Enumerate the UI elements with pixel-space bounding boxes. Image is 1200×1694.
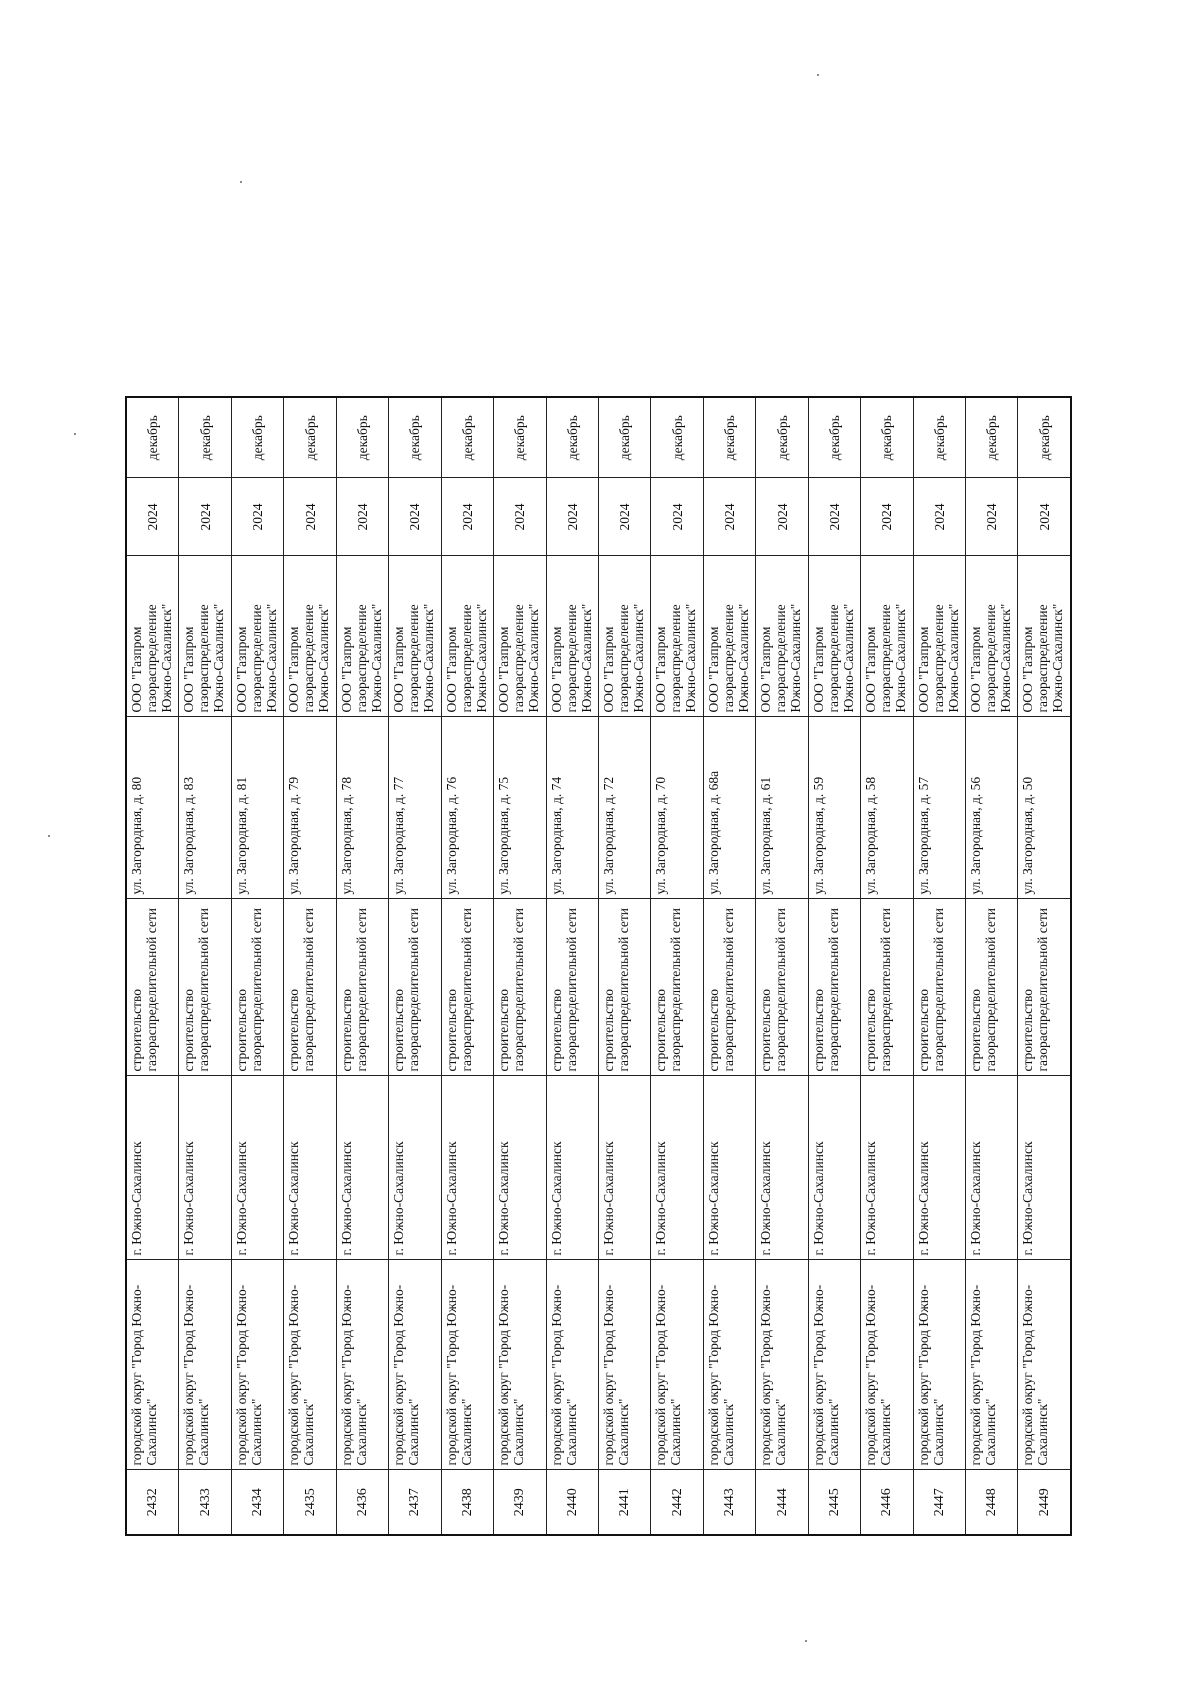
municipality-cell: городской округ "Город Южно-Сахалинск" — [703, 1260, 755, 1470]
work-type-cell: строительство газораспределительной сети — [913, 899, 965, 1076]
row-number: 2448 — [966, 1470, 1018, 1535]
table-body — [126, 397, 1071, 1535]
month-cell: декабрь — [651, 397, 703, 478]
month-cell: декабрь — [389, 397, 441, 478]
month-cell: декабрь — [179, 397, 231, 478]
scan-speck — [48, 835, 50, 837]
organization-cell: ООО "Газпром газораспределение Южно-Сахалинск" — [231, 556, 283, 717]
address-cell: ул. Загородная, д. 72 — [598, 717, 650, 899]
month-cell: декабрь — [703, 397, 755, 478]
year-cell: 2024 — [441, 478, 493, 556]
year-cell: 2024 — [1018, 478, 1071, 556]
address-cell: ул. Загородная, д. 81 — [231, 717, 283, 899]
address-cell: ул. Загородная, д. 59 — [808, 717, 860, 899]
address-cell: ул. Загородная, д. 68а — [703, 717, 755, 899]
address-cell: ул. Загородная, д. 80 — [126, 717, 179, 899]
row-number: 2445 — [808, 1470, 860, 1535]
locality-cell: г. Южно-Сахалинск — [336, 1076, 388, 1260]
organization-cell: ООО "Газпром газораспределение Южно-Сахалинск" — [913, 556, 965, 717]
municipality-cell: городской округ "Город Южно-Сахалинск" — [598, 1260, 650, 1470]
month-cell: декабрь — [861, 397, 913, 478]
locality-cell: г. Южно-Сахалинск — [861, 1076, 913, 1260]
locality-cell: г. Южно-Сахалинск — [284, 1076, 336, 1260]
month-cell: декабрь — [284, 397, 336, 478]
municipality-cell: городской округ "Город Южно-Сахалинск" — [231, 1260, 283, 1470]
work-type-cell: строительство газораспределительной сети — [389, 899, 441, 1076]
work-type-cell: строительство газораспределительной сети — [966, 899, 1018, 1076]
locality-cell: г. Южно-Сахалинск — [546, 1076, 598, 1260]
document-table-rotated — [125, 398, 1072, 1536]
organization-cell: ООО "Газпром газораспределение Южно-Сахалинск" — [389, 556, 441, 717]
row-number: 2438 — [441, 1470, 493, 1535]
table-row — [231, 397, 283, 1535]
municipality-cell: городской округ "Город Южно-Сахалинск" — [966, 1260, 1018, 1470]
table-row — [389, 397, 441, 1535]
table-row — [494, 397, 546, 1535]
row-number: 2441 — [598, 1470, 650, 1535]
year-cell: 2024 — [808, 478, 860, 556]
municipality-cell: городской округ "Город Южно-Сахалинск" — [651, 1260, 703, 1470]
address-cell: ул. Загородная, д. 57 — [913, 717, 965, 899]
year-cell: 2024 — [756, 478, 808, 556]
municipality-cell: городской округ "Город Южно-Сахалинск" — [1018, 1260, 1071, 1470]
work-type-cell: строительство газораспределительной сети — [126, 899, 179, 1076]
month-cell: декабрь — [598, 397, 650, 478]
organization-cell: ООО "Газпром газораспределение Южно-Сахалинск" — [756, 556, 808, 717]
year-cell: 2024 — [966, 478, 1018, 556]
row-number: 2432 — [126, 1470, 179, 1535]
year-cell: 2024 — [546, 478, 598, 556]
row-number: 2449 — [1018, 1470, 1071, 1535]
address-cell: ул. Загородная, д. 76 — [441, 717, 493, 899]
month-cell: декабрь — [231, 397, 283, 478]
table-row — [1018, 397, 1071, 1535]
work-type-cell: строительство газораспределительной сети — [808, 899, 860, 1076]
table-row — [651, 397, 703, 1535]
municipality-cell: городской округ "Город Южно-Сахалинск" — [126, 1260, 179, 1470]
year-cell: 2024 — [861, 478, 913, 556]
month-cell: декабрь — [1018, 397, 1071, 478]
table-row — [179, 397, 231, 1535]
row-number: 2433 — [179, 1470, 231, 1535]
table-row — [441, 397, 493, 1535]
organization-cell: ООО "Газпром газораспределение Южно-Сахалинск" — [966, 556, 1018, 717]
table-row — [861, 397, 913, 1535]
row-number: 2436 — [336, 1470, 388, 1535]
locality-cell: г. Южно-Сахалинск — [651, 1076, 703, 1260]
row-number: 2443 — [703, 1470, 755, 1535]
row-number: 2442 — [651, 1470, 703, 1535]
year-cell: 2024 — [389, 478, 441, 556]
municipality-cell: городской округ "Город Южно-Сахалинск" — [913, 1260, 965, 1470]
organization-cell: ООО "Газпром газораспределение Южно-Сахалинск" — [651, 556, 703, 717]
locality-cell: г. Южно-Сахалинск — [598, 1076, 650, 1260]
table-row — [546, 397, 598, 1535]
year-cell: 2024 — [703, 478, 755, 556]
year-cell: 2024 — [913, 478, 965, 556]
organization-cell: ООО "Газпром газораспределение Южно-Сахалинск" — [703, 556, 755, 717]
work-type-cell: строительство газораспределительной сети — [651, 899, 703, 1076]
table-row — [126, 397, 179, 1535]
municipality-cell: городской округ "Город Южно-Сахалинск" — [441, 1260, 493, 1470]
organization-cell: ООО "Газпром газораспределение Южно-Сахалинск" — [808, 556, 860, 717]
locality-cell: г. Южно-Сахалинск — [441, 1076, 493, 1260]
address-cell: ул. Загородная, д. 56 — [966, 717, 1018, 899]
month-cell: декабрь — [441, 397, 493, 478]
scan-speck — [74, 433, 76, 435]
locality-cell: г. Южно-Сахалинск — [389, 1076, 441, 1260]
municipality-cell: городской округ "Город Южно-Сахалинск" — [284, 1260, 336, 1470]
locality-cell: г. Южно-Сахалинск — [756, 1076, 808, 1260]
municipality-cell: городской округ "Город Южно-Сахалинск" — [389, 1260, 441, 1470]
table-row — [284, 397, 336, 1535]
locality-cell: г. Южно-Сахалинск — [808, 1076, 860, 1260]
row-number: 2446 — [861, 1470, 913, 1535]
address-cell: ул. Загородная, д. 58 — [861, 717, 913, 899]
scan-speck — [240, 181, 242, 183]
work-type-cell: строительство газораспределительной сети — [598, 899, 650, 1076]
row-number: 2439 — [494, 1470, 546, 1535]
row-number: 2437 — [389, 1470, 441, 1535]
organization-cell: ООО "Газпром газораспределение Южно-Сахалинск" — [179, 556, 231, 717]
month-cell: декабрь — [126, 397, 179, 478]
work-type-cell: строительство газораспределительной сети — [861, 899, 913, 1076]
organization-cell: ООО "Газпром газораспределение Южно-Сахалинск" — [284, 556, 336, 717]
work-type-cell: строительство газораспределительной сети — [336, 899, 388, 1076]
address-cell: ул. Загородная, д. 79 — [284, 717, 336, 899]
municipality-cell: городской округ "Город Южно-Сахалинск" — [861, 1260, 913, 1470]
table-row — [336, 397, 388, 1535]
work-type-cell: строительство газораспределительной сети — [179, 899, 231, 1076]
address-cell: ул. Загородная, д. 61 — [756, 717, 808, 899]
year-cell: 2024 — [494, 478, 546, 556]
municipality-cell: городской округ "Город Южно-Сахалинск" — [179, 1260, 231, 1470]
work-type-cell: строительство газораспределительной сети — [703, 899, 755, 1076]
organization-cell: ООО "Газпром газораспределение Южно-Сахалинск" — [126, 556, 179, 717]
organization-cell: ООО "Газпром газораспределение Южно-Сахалинск" — [861, 556, 913, 717]
locality-cell: г. Южно-Сахалинск — [1018, 1076, 1071, 1260]
organization-cell: ООО "Газпром газораспределение Южно-Сахалинск" — [546, 556, 598, 717]
work-type-cell: строительство газораспределительной сети — [284, 899, 336, 1076]
year-cell: 2024 — [126, 478, 179, 556]
address-cell: ул. Загородная, д. 83 — [179, 717, 231, 899]
organization-cell: ООО "Газпром газораспределение Южно-Сахалинск" — [494, 556, 546, 717]
gas-network-table — [125, 396, 1072, 1536]
address-cell: ул. Загородная, д. 77 — [389, 717, 441, 899]
row-number: 2435 — [284, 1470, 336, 1535]
table-row — [966, 397, 1018, 1535]
table-row — [913, 397, 965, 1535]
locality-cell: г. Южно-Сахалинск — [966, 1076, 1018, 1260]
address-cell: ул. Загородная, д. 74 — [546, 717, 598, 899]
work-type-cell: строительство газораспределительной сети — [546, 899, 598, 1076]
locality-cell: г. Южно-Сахалинск — [703, 1076, 755, 1260]
work-type-cell: строительство газораспределительной сети — [494, 899, 546, 1076]
month-cell: декабрь — [756, 397, 808, 478]
locality-cell: г. Южно-Сахалинск — [231, 1076, 283, 1260]
municipality-cell: городской округ "Город Южно-Сахалинск" — [494, 1260, 546, 1470]
year-cell: 2024 — [179, 478, 231, 556]
year-cell: 2024 — [651, 478, 703, 556]
month-cell: декабрь — [494, 397, 546, 478]
municipality-cell: городской округ "Город Южно-Сахалинск" — [336, 1260, 388, 1470]
month-cell: декабрь — [808, 397, 860, 478]
year-cell: 2024 — [231, 478, 283, 556]
month-cell: декабрь — [336, 397, 388, 478]
address-cell: ул. Загородная, д. 78 — [336, 717, 388, 899]
month-cell: декабрь — [966, 397, 1018, 478]
row-number: 2434 — [231, 1470, 283, 1535]
address-cell: ул. Загородная, д. 75 — [494, 717, 546, 899]
address-cell: ул. Загородная, д. 70 — [651, 717, 703, 899]
work-type-cell: строительство газораспределительной сети — [756, 899, 808, 1076]
table-row — [703, 397, 755, 1535]
year-cell: 2024 — [598, 478, 650, 556]
municipality-cell: городской округ "Город Южно-Сахалинск" — [808, 1260, 860, 1470]
municipality-cell: городской округ "Город Южно-Сахалинск" — [546, 1260, 598, 1470]
organization-cell: ООО "Газпром газораспределение Южно-Сахалинск" — [336, 556, 388, 717]
locality-cell: г. Южно-Сахалинск — [126, 1076, 179, 1260]
scan-speck — [817, 74, 819, 76]
table-row — [808, 397, 860, 1535]
address-cell: ул. Загородная, д. 50 — [1018, 717, 1071, 899]
row-number: 2447 — [913, 1470, 965, 1535]
locality-cell: г. Южно-Сахалинск — [494, 1076, 546, 1260]
row-number: 2440 — [546, 1470, 598, 1535]
work-type-cell: строительство газораспределительной сети — [1018, 899, 1071, 1076]
row-number: 2444 — [756, 1470, 808, 1535]
table-row — [598, 397, 650, 1535]
month-cell: декабрь — [546, 397, 598, 478]
month-cell: декабрь — [913, 397, 965, 478]
table-row — [756, 397, 808, 1535]
work-type-cell: строительство газораспределительной сети — [231, 899, 283, 1076]
organization-cell: ООО "Газпром газораспределение Южно-Сахалинск" — [441, 556, 493, 717]
locality-cell: г. Южно-Сахалинск — [179, 1076, 231, 1260]
municipality-cell: городской округ "Город Южно-Сахалинск" — [756, 1260, 808, 1470]
year-cell: 2024 — [336, 478, 388, 556]
year-cell: 2024 — [284, 478, 336, 556]
locality-cell: г. Южно-Сахалинск — [913, 1076, 965, 1260]
organization-cell: ООО "Газпром газораспределение Южно-Сахалинск" — [1018, 556, 1071, 717]
work-type-cell: строительство газораспределительной сети — [441, 899, 493, 1076]
scan-speck — [805, 1640, 807, 1642]
organization-cell: ООО "Газпром газораспределение Южно-Сахалинск" — [598, 556, 650, 717]
